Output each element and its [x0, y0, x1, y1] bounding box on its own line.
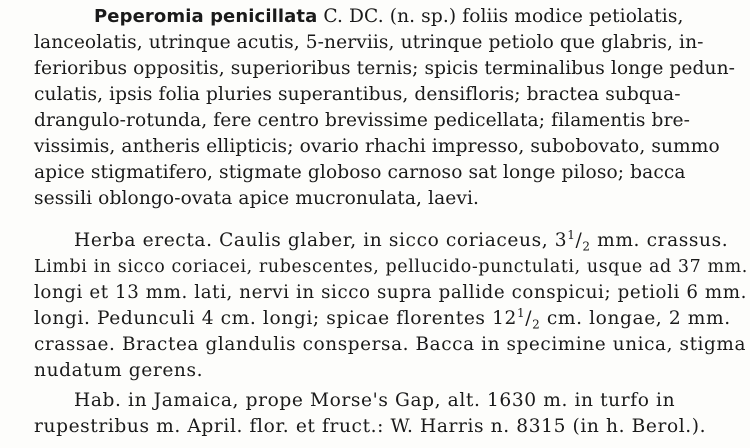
- description-line-3: longi et 13 mm. lati, nervi in sicco supra pallide conspicui; petioli 6 mm.: [34, 282, 748, 303]
- description-line-2: Limbi in sicco coriacei, rubescentes, pellucido-punctulati, usque ad 37 mm.: [34, 257, 748, 277]
- description-line-6: nudatum gerens.: [34, 360, 204, 381]
- species-name: Peperomia penicillata: [94, 6, 318, 27]
- fraction-slash: /: [525, 308, 533, 329]
- description-line-1: [74, 228, 728, 254]
- diagnosis-line-1: [94, 4, 684, 30]
- diagnosis-line-1-text: C. DC. (n. sp.) foliis modice petiolatis,: [323, 6, 684, 27]
- fraction-numerator: 1: [567, 227, 576, 242]
- diagnosis-line-6: vissimis, antheris ellipticis; ovario rhachi impresso, subobovato, summo: [34, 136, 720, 157]
- diagnosis-line-5: drangulo-rotunda, fere centro brevissime pedicellata; filamentis bre-: [34, 110, 691, 131]
- fraction-numerator: 1: [516, 305, 526, 320]
- fraction-denominator: 2: [582, 239, 591, 254]
- description-line-4: [34, 306, 731, 332]
- description-line-5: crassae. Bractea glandulis conspersa. Bacca in specimine unica, stigma: [34, 334, 747, 355]
- description-line-1-a: Herba erecta. Caulis glaber, in sicco coriaceus, 3: [74, 230, 568, 251]
- diagnosis-line-2: lanceolatis, utrinque acutis, 5-nerviis, utrinque petiolo que glabris, in-: [34, 32, 704, 53]
- diagnosis-line-7: apice stigmatifero, stigmate globoso carnoso sat longe piloso; bacca: [34, 162, 686, 183]
- description-line-1-b: mm. crassus.: [590, 230, 729, 251]
- habitat-line-1: Hab. in Jamaica, prope Morse's Gap, alt. 1630 m. in turfo in: [74, 390, 676, 411]
- description-line-4-a: longi. Pedunculi 4 cm. longi; spicae florentes 12: [34, 308, 517, 329]
- diagnosis-line-8: sessili oblongo-ovata apice mucronulata, laevi.: [34, 188, 480, 209]
- fraction-denominator: 2: [532, 317, 541, 332]
- description-line-4-b: cm. longae, 2 mm.: [540, 308, 731, 329]
- diagnosis-line-3: ferioribus oppositis, superioribus ternis; spicis terminalibus longe pedun-: [34, 58, 736, 79]
- fraction-slash: /: [575, 230, 583, 251]
- habitat-line-2: rupestribus m. April. flor. et fruct.: W. Harris n. 8315 (in h. Berol.).: [34, 416, 707, 437]
- diagnosis-line-4: culatis, ipsis folia pluries superantibus, densifloris; bractea subqua-: [34, 84, 681, 105]
